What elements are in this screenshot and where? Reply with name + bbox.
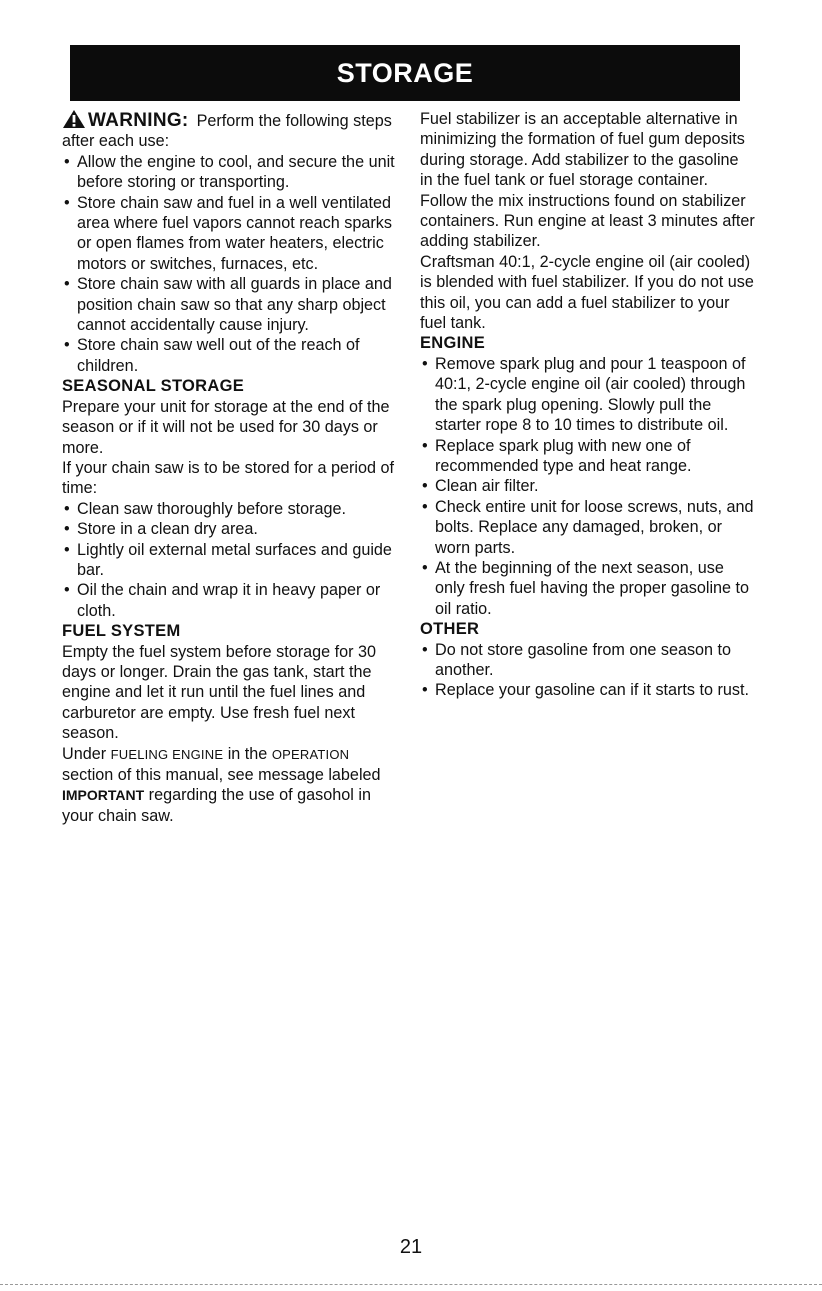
- list-item: • At the beginning of the next season, use only fresh fuel having the proper gasoline to oil ratio.: [420, 558, 755, 619]
- other-list: [420, 640, 755, 701]
- section-title: STORAGE: [336, 57, 474, 88]
- list-item: • Allow the engine to cool, and secure the unit before storing or transporting.: [62, 152, 397, 193]
- warning-triangle-icon: [62, 109, 86, 129]
- stabilizer-paragraph-1: Fuel stabilizer is an acceptable alternative in minimizing the formation of fuel gum deposits during storage. Add stabilizer to the gasoline in the fuel tank or fuel storage container.: [420, 110, 745, 190]
- list-item: • Lightly oil external metal surfaces and guide bar.: [62, 540, 397, 581]
- list-item: • Oil the chain and wrap it in heavy paper or cloth.: [62, 580, 397, 621]
- list-item: • Store in a clean dry area.: [62, 519, 397, 539]
- right-column: [420, 109, 755, 701]
- warning-list: [62, 152, 397, 376]
- engine-heading: ENGINE: [420, 334, 486, 353]
- seasonal-list: [62, 499, 397, 621]
- page-number: 21: [399, 1236, 423, 1258]
- list-item: • Do not store gasoline from one season to another.: [420, 640, 755, 681]
- fueling-engine-reference: FUELING ENGINE: [110, 746, 224, 762]
- list-item: • Clean saw thoroughly before storage.: [62, 499, 397, 519]
- list-item: • Replace your gasoline can if it starts to rust.: [420, 680, 755, 700]
- seasonal-storage-heading: SEASONAL STORAGE: [62, 377, 245, 396]
- text-run: Under: [62, 744, 111, 763]
- list-item: • Store chain saw well out of the reach of children.: [62, 335, 397, 376]
- important-reference: IMPORTANT: [62, 787, 145, 804]
- seasonal-paragraph-1: Prepare your unit for storage at the end of the season or if it will not be used for 30 days or more.: [62, 397, 390, 457]
- list-item: • Remove spark plug and pour 1 teaspoon of 40:1, 2-cycle engine oil (air cooled) through the spark plug opening. Slowly pull the starter rope 8 to 10 times to distribute oil.: [420, 354, 755, 436]
- list-item: • Clean air filter.: [420, 476, 755, 496]
- list-item: • Store chain saw with all guards in place and position chain saw so that any sharp object cannot accidentally cause injury.: [62, 274, 397, 335]
- fuel-paragraph-2: [62, 744, 397, 827]
- text-run: section of this manual, see message labeled: [62, 766, 381, 784]
- text-run: in the: [223, 744, 272, 763]
- list-item: • Store chain saw and fuel in a well ventilated area where fuel vapors cannot reach sparks or open flames from water heaters, electric motors or switches, furnaces, etc.: [62, 193, 397, 275]
- warning-label: WARNING:: [88, 110, 189, 131]
- page-bottom-divider: [0, 1284, 822, 1285]
- section-banner: [70, 45, 740, 101]
- text-run: regarding the use of gasohol in your chain saw.: [62, 786, 371, 825]
- engine-list: [420, 354, 755, 619]
- seasonal-paragraph-2: If your chain saw is to be stored for a period of time:: [62, 458, 395, 498]
- other-heading: OTHER: [420, 620, 480, 639]
- stabilizer-paragraph-3: Craftsman 40:1, 2-cycle engine oil (air cooled) is blended with fuel stabilizer. If you do not use this oil, you can add a fuel stabilizer to your fuel tank.: [420, 252, 754, 333]
- list-item: • Check entire unit for loose screws, nuts, and bolts. Replace any damaged, broken, or worn parts.: [420, 497, 755, 558]
- list-item: • Replace spark plug with new one of recommended type and heat range.: [420, 436, 755, 477]
- fuel-system-heading: FUEL SYSTEM: [62, 622, 181, 641]
- left-column: [62, 109, 397, 826]
- stabilizer-paragraph-2: Follow the mix instructions found on stabilizer containers. Run engine at least 3 minutes after adding stabilizer.: [420, 191, 755, 251]
- warning-block: [62, 109, 397, 152]
- warning-intro: Perform the following steps after each use:: [62, 112, 392, 151]
- fuel-paragraph-1: Empty the fuel system before storage for 30 days or longer. Drain the gas tank, start the engine and let it run until the fuel lines and carburetor are empty. Use fresh fuel next season.: [62, 642, 377, 743]
- operation-reference: OPERATION: [271, 746, 350, 762]
